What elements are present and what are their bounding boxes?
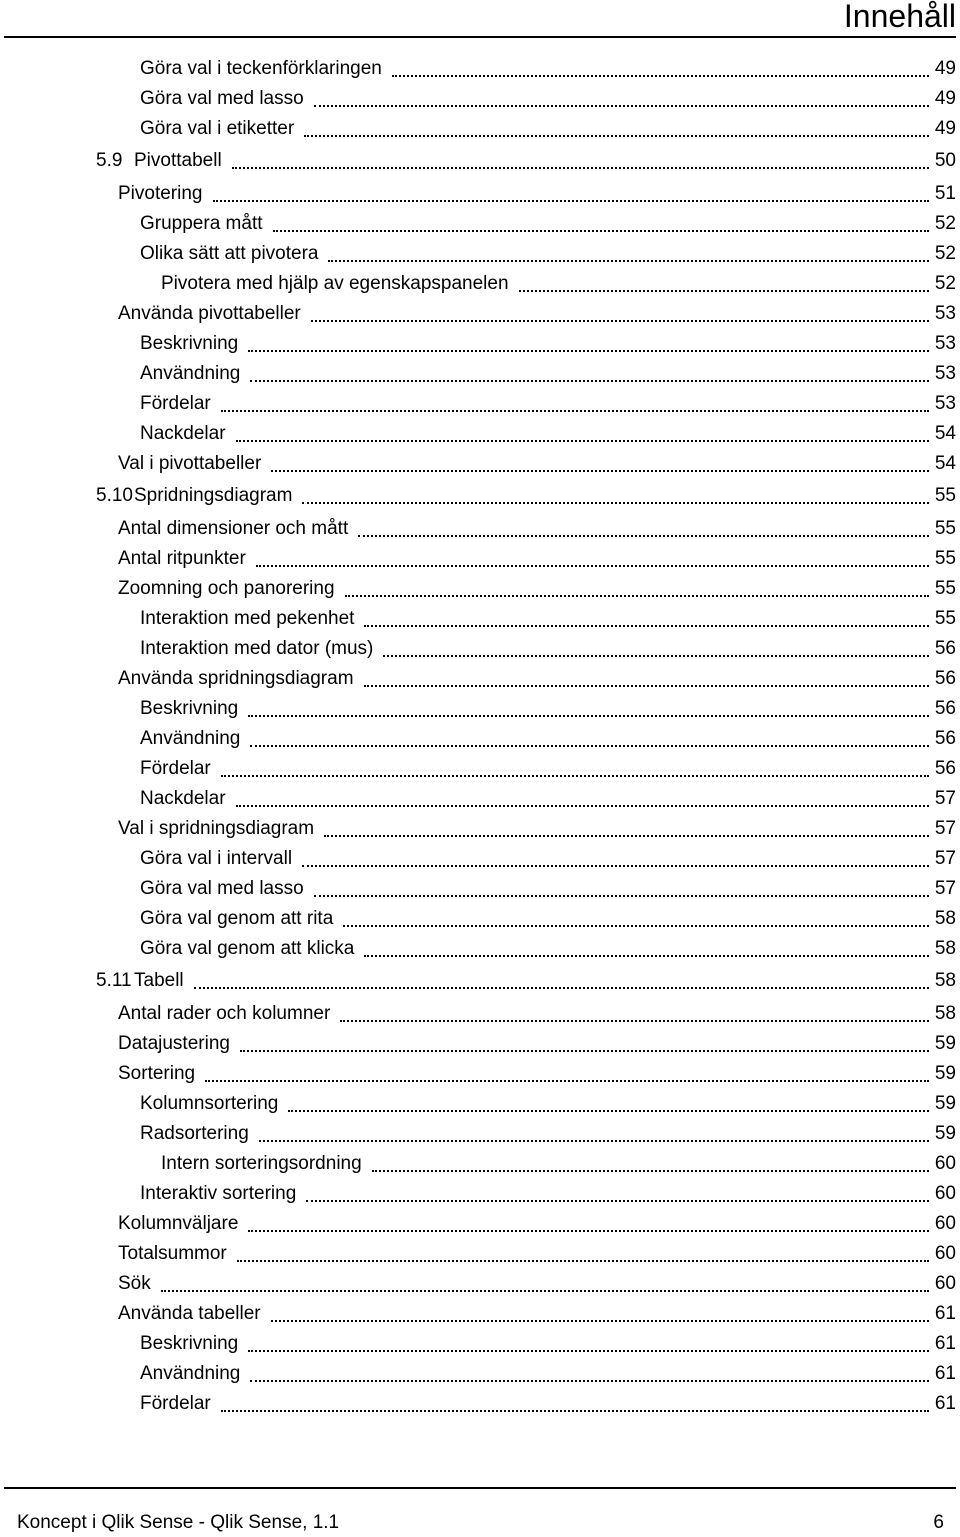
toc-entry[interactable] — [140, 52, 956, 80]
toc-entry[interactable] — [140, 1387, 956, 1415]
toc-entry[interactable] — [140, 602, 956, 630]
toc-page-number: 59 — [934, 1063, 956, 1084]
toc-entry[interactable] — [118, 812, 956, 840]
toc-entry-label: Kolumnsortering — [140, 1093, 279, 1114]
toc-dot-leader — [236, 440, 929, 442]
toc-entry-label: Använda spridningsdiagram — [118, 668, 354, 689]
toc-entry-label: Kolumnväljare — [118, 1213, 239, 1234]
toc-entry-label: Fördelar — [140, 1393, 211, 1414]
toc-entry[interactable] — [118, 297, 956, 325]
toc-entry-label: Användning — [140, 1363, 241, 1384]
toc-entry-label: Använda tabeller — [118, 1303, 261, 1324]
toc-entry-label: Zoomning och panorering — [118, 578, 335, 599]
toc-entry[interactable] — [96, 144, 956, 172]
toc-entry[interactable] — [140, 387, 956, 415]
toc-dot-leader — [271, 470, 929, 472]
toc-section-number: 5.9 — [96, 150, 123, 171]
toc-entry-label: Göra val i teckenförklaringen — [140, 58, 382, 79]
toc-dot-leader — [314, 105, 929, 107]
toc-page-number: 58 — [934, 970, 956, 991]
toc-entry[interactable] — [118, 1207, 956, 1235]
toc-page-number: 56 — [934, 638, 956, 659]
toc-entry[interactable] — [140, 872, 956, 900]
toc-dot-leader — [248, 1230, 928, 1232]
toc-entry-label: Interaktiv sortering — [140, 1183, 297, 1204]
toc-dot-leader — [240, 1050, 929, 1052]
toc-entry[interactable] — [118, 1297, 956, 1325]
toc-entry-label: Göra val med lasso — [140, 878, 304, 899]
toc-dot-leader — [304, 135, 929, 137]
toc-dot-leader — [232, 167, 929, 169]
toc-dot-leader — [250, 1380, 928, 1382]
toc-dot-leader — [194, 987, 929, 989]
toc-page-number: 55 — [934, 485, 956, 506]
toc-entry-label: Användning — [140, 363, 241, 384]
toc-entry[interactable] — [140, 112, 956, 140]
toc-page-number: 57 — [934, 878, 956, 899]
toc-entry-label: Göra val genom att klicka — [140, 938, 355, 959]
toc-page-number: 60 — [934, 1273, 956, 1294]
toc-page-number: 52 — [934, 213, 956, 234]
toc-entry-label: Pivotera med hjälp av egenskapspanelen — [161, 273, 509, 294]
toc-dot-leader — [358, 535, 929, 537]
toc-entry-label: Antal rader och kolumner — [118, 1003, 331, 1024]
toc-entry[interactable] — [161, 267, 956, 295]
toc-entry-label: Nackdelar — [140, 788, 226, 809]
toc-page-number: 53 — [934, 303, 956, 324]
toc-page-number: 49 — [934, 118, 956, 139]
toc-dot-leader — [383, 655, 928, 657]
toc-entry[interactable] — [118, 177, 956, 205]
toc-page-number: 53 — [934, 393, 956, 414]
toc-entry[interactable] — [118, 1267, 956, 1295]
toc-section-number: 5.11 — [96, 970, 132, 991]
toc-page-number: 60 — [934, 1243, 956, 1264]
toc-entry[interactable] — [140, 1177, 956, 1205]
toc-dot-leader — [345, 595, 929, 597]
toc-dot-leader — [364, 625, 928, 627]
toc-page-number: 61 — [934, 1303, 956, 1324]
toc-page-number: 59 — [934, 1033, 956, 1054]
toc-dot-leader — [237, 1260, 929, 1262]
toc-page-number: 59 — [934, 1123, 956, 1144]
toc-entry[interactable] — [140, 632, 956, 660]
toc-entry[interactable] — [140, 1117, 956, 1145]
toc-page-number: 49 — [934, 58, 956, 79]
toc-page-number: 60 — [934, 1183, 956, 1204]
toc-entry-label: Sök — [118, 1273, 151, 1294]
toc-page-number: 53 — [934, 333, 956, 354]
toc-entry[interactable] — [140, 357, 956, 385]
toc-dot-leader — [328, 260, 928, 262]
toc-entry-label: Spridningsdiagram — [134, 485, 293, 506]
toc-entry-label: Pivotering — [118, 183, 203, 204]
toc-entry[interactable] — [140, 207, 956, 235]
footer-page-number: 6 — [933, 1512, 944, 1533]
toc-dot-leader — [250, 745, 928, 747]
toc-entry[interactable] — [140, 82, 956, 110]
toc-entry[interactable] — [118, 572, 956, 600]
toc-dot-leader — [302, 865, 929, 867]
toc-dot-leader — [221, 410, 929, 412]
toc-entry-label: Intern sorteringsordning — [161, 1153, 362, 1174]
toc-dot-leader — [221, 775, 929, 777]
toc-page-number: 59 — [934, 1093, 956, 1114]
toc-entry-label: Användning — [140, 728, 241, 749]
toc-dot-leader — [248, 1350, 929, 1352]
toc-entry[interactable] — [140, 237, 956, 265]
toc-entry-label: Radsortering — [140, 1123, 249, 1144]
toc-entry-label: Antal dimensioner och mått — [118, 518, 349, 539]
toc-entry-label: Använda pivottabeller — [118, 303, 301, 324]
toc-entry[interactable] — [140, 1357, 956, 1385]
toc-page-number: 51 — [934, 183, 956, 204]
toc-entry[interactable] — [118, 447, 956, 475]
toc-dot-leader — [306, 1200, 929, 1202]
toc-entry-label: Göra val i etiketter — [140, 118, 295, 139]
toc-dot-leader — [519, 290, 929, 292]
toc-page-number: 58 — [934, 1003, 956, 1024]
toc-page-number: 52 — [934, 273, 956, 294]
toc-page-number: 61 — [934, 1363, 956, 1384]
toc-entry[interactable] — [118, 542, 956, 570]
toc-page-number: 55 — [934, 578, 956, 599]
toc-entry[interactable] — [140, 722, 956, 750]
toc-entry-label: Interaktion med dator (mus) — [140, 638, 374, 659]
toc-entry[interactable] — [140, 842, 956, 870]
toc-entry-label: Sortering — [118, 1063, 196, 1084]
toc-page-number: 52 — [934, 243, 956, 264]
toc-entry[interactable] — [140, 692, 956, 720]
toc-dot-leader — [248, 715, 929, 717]
toc-entry[interactable] — [118, 1027, 956, 1055]
toc-dot-leader — [364, 685, 929, 687]
toc-page-number: 49 — [934, 88, 956, 109]
toc-entry-label: Göra val i intervall — [140, 848, 293, 869]
toc-dot-leader — [288, 1110, 929, 1112]
toc-entry-label: Olika sätt att pivotera — [140, 243, 319, 264]
toc-entry-label: Totalsummor — [118, 1243, 227, 1264]
footer-rule — [4, 1487, 956, 1489]
toc-page-number: 50 — [934, 150, 956, 171]
toc-entry[interactable] — [96, 964, 956, 992]
toc-entry-label: Antal ritpunkter — [118, 548, 246, 569]
toc-dot-leader — [221, 1410, 929, 1412]
toc-page-number: 57 — [934, 848, 956, 869]
toc-entry[interactable] — [140, 782, 956, 810]
toc-dot-leader — [259, 1140, 929, 1142]
toc-dot-leader — [213, 200, 929, 202]
toc-entry-label: Fördelar — [140, 393, 211, 414]
toc-entry[interactable] — [118, 1237, 956, 1265]
page-title: Innehåll — [843, 0, 956, 34]
toc-entry[interactable] — [161, 1147, 956, 1175]
toc-page-number: 55 — [934, 518, 956, 539]
toc-dot-leader — [250, 380, 928, 382]
toc-dot-leader — [364, 955, 928, 957]
toc-page-number: 55 — [934, 608, 956, 629]
toc-entry-label: Pivottabell — [134, 150, 222, 171]
toc-page-number: 56 — [934, 668, 956, 689]
toc-dot-leader — [302, 502, 928, 504]
toc-page-number: 53 — [934, 363, 956, 384]
toc-entry-label: Nackdelar — [140, 423, 226, 444]
toc-entry[interactable] — [140, 327, 956, 355]
toc-dot-leader — [340, 1020, 929, 1022]
toc-dot-leader — [392, 75, 929, 77]
toc-dot-leader — [248, 350, 929, 352]
toc-entry-label: Tabell — [134, 970, 184, 991]
toc-entry-label: Beskrivning — [140, 1333, 239, 1354]
toc-page-number: 57 — [934, 788, 956, 809]
toc-page-number: 61 — [934, 1393, 956, 1414]
toc-entry-label: Val i spridningsdiagram — [118, 818, 315, 839]
toc-entry[interactable] — [140, 902, 956, 930]
toc-entry[interactable] — [140, 1087, 956, 1115]
toc-dot-leader — [372, 1170, 929, 1172]
toc-entry-label: Göra val med lasso — [140, 88, 304, 109]
toc-page-number: 56 — [934, 698, 956, 719]
toc-entry-label: Interaktion med pekenhet — [140, 608, 355, 629]
toc-dot-leader — [273, 230, 929, 232]
toc-page-number: 57 — [934, 818, 956, 839]
toc-entry-label: Val i pivottabeller — [118, 453, 262, 474]
toc-dot-leader — [314, 895, 929, 897]
toc-entry[interactable] — [118, 662, 956, 690]
toc-page-number: 60 — [934, 1153, 956, 1174]
toc-entry-label: Beskrivning — [140, 333, 239, 354]
toc-page-number: 58 — [934, 938, 956, 959]
toc-entry[interactable] — [140, 1327, 956, 1355]
toc-entry-label: Gruppera mått — [140, 213, 263, 234]
toc-entry[interactable] — [118, 1057, 956, 1085]
toc-page-number: 61 — [934, 1333, 956, 1354]
toc-entry-label: Datajustering — [118, 1033, 230, 1054]
toc-dot-leader — [236, 805, 929, 807]
toc-entry[interactable] — [140, 417, 956, 445]
toc-page-number: 56 — [934, 728, 956, 749]
toc-page-number: 54 — [934, 423, 956, 444]
toc-dot-leader — [271, 1320, 929, 1322]
toc-section-number: 5.10 — [96, 485, 133, 506]
toc-dot-leader — [311, 320, 929, 322]
toc-entry-label: Fördelar — [140, 758, 211, 779]
toc-entry-label: Göra val genom att rita — [140, 908, 334, 929]
toc-page-number: 60 — [934, 1213, 956, 1234]
toc-dot-leader — [161, 1290, 929, 1292]
toc-dot-leader — [343, 925, 929, 927]
toc-entry[interactable] — [96, 479, 956, 507]
toc-page-number: 56 — [934, 758, 956, 779]
toc-page-number: 54 — [934, 453, 956, 474]
toc-entry-label: Beskrivning — [140, 698, 239, 719]
toc-entry[interactable] — [140, 752, 956, 780]
toc-page-number: 55 — [934, 548, 956, 569]
toc-dot-leader — [324, 835, 929, 837]
toc-entry[interactable] — [140, 932, 956, 960]
toc-dot-leader — [256, 565, 929, 567]
toc-dot-leader — [205, 1080, 929, 1082]
toc-page-number: 58 — [934, 908, 956, 929]
toc-entry[interactable] — [118, 997, 956, 1025]
toc-entry[interactable] — [118, 512, 956, 540]
footer-document-title: Koncept i Qlik Sense - Qlik Sense, 1.1 — [17, 1512, 340, 1533]
